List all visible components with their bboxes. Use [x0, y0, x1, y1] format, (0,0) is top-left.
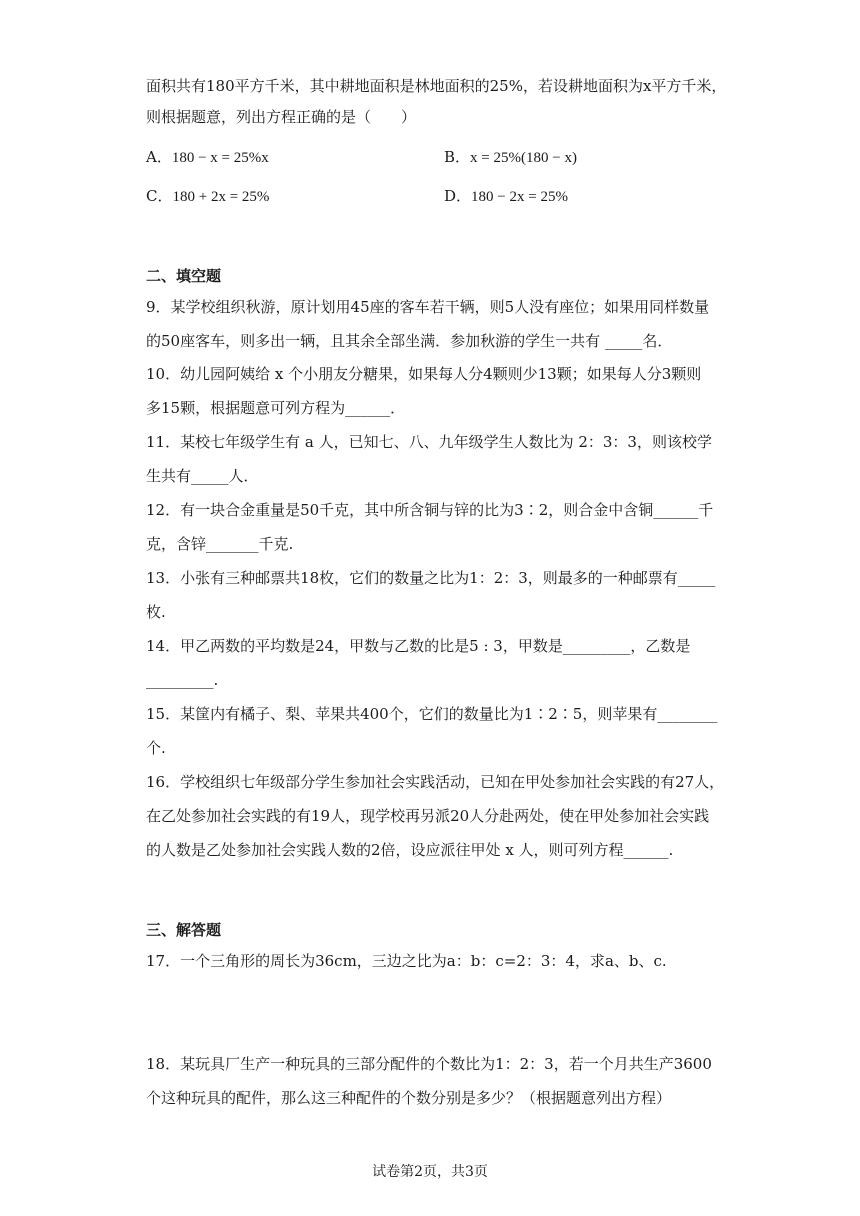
option-expr: 180 − 2x = 25%	[471, 189, 568, 205]
q12-line-1: 12．有一块合金重量是50千克，其中所含铜与锌的比为3∶2，则合金中含铜______千	[146, 501, 714, 519]
q10-line-1: 10．幼儿园阿姨给 x 个小朋友分糖果，如果每人分4颗则少13颗；如果每人分3颗则	[146, 365, 702, 383]
q18-line-2: 个这种玩具的配件，那么这三种配件的个数分别是多少？（根据题意列出方程）	[146, 1089, 672, 1107]
option-c	[146, 186, 269, 207]
option-expr: 180 + 2x = 25%	[172, 189, 270, 205]
option-a	[146, 147, 269, 168]
page-footer: 试卷第2页，共3页	[372, 1164, 488, 1180]
q8-line-1: 面积共有180平方千米，其中耕地面积是林地面积的25%，若设耕地面积为x平方千米，	[146, 77, 727, 95]
option-label: B．	[444, 148, 471, 166]
q12-line-2: 克，含锌_______千克.	[146, 535, 294, 553]
q13-line-1: 13．小张有三种邮票共18枚，它们的数量之比为1：2：3，则最多的一种邮票有_____	[146, 569, 716, 587]
q8-line-2: 则根据题意，列出方程正确的是（ ）	[146, 108, 417, 126]
section-heading-answer: 三、解答题	[146, 921, 222, 939]
q11-line-2: 生共有_____人．	[146, 467, 259, 485]
option-expr: x = 25%(180 − x)	[470, 150, 577, 166]
q16-line-2: 在乙处参加社会实践的有19人，现学校再另派20人分赴两处，使在甲处参加社会实践	[146, 807, 710, 825]
q16-line-3: 的人数是乙处参加社会实践人数的2倍，设应派往甲处 x 人，则可列方程______.	[146, 841, 674, 859]
q15-line-1: 15．某筐内有橘子、梨、苹果共400个，它们的数量比为1∶2∶5，则苹果有________	[146, 705, 718, 723]
q16-line-1: 16．学校组织七年级部分学生参加社会实践活动，已知在甲处参加社会实践的有27人，	[146, 773, 725, 791]
q9-line-2: 的50座客车，则多出一辆，且其余全部坐满．参加秋游的学生一共有 _____名．	[146, 332, 673, 350]
q11-line-1: 11．某校七年级学生有 a 人，已知七、八、九年级学生人数比为 2：3：3，则该校学	[146, 433, 712, 451]
q18-line-1: 18．某玩具厂生产一种玩具的三部分配件的个数比为1：2：3，若一个月共生产3600	[146, 1055, 712, 1073]
q14-line-2: _________.	[146, 671, 219, 689]
q13-line-2: 枚.	[146, 603, 166, 621]
option-label: A．	[146, 148, 172, 166]
option-label: D．	[444, 187, 472, 205]
q9-line-1: 9．某学校组织秋游，原计划用45座的客车若干辆，则5人没有座位；如果用同样数量	[146, 298, 710, 316]
q17: 17．一个三角形的周长为36cm，三边之比为a：b：c=2：3：4，求a、b、c.	[146, 952, 667, 970]
option-d	[444, 186, 568, 207]
q15-line-2: 个.	[146, 739, 166, 757]
option-b	[444, 147, 577, 168]
option-expr: 180 − x = 25%x	[171, 150, 269, 166]
option-label: C．	[146, 187, 173, 205]
q10-line-2: 多15颗，根据题意可列方程为______．	[146, 399, 406, 417]
q14-line-1: 14．甲乙两数的平均数是24，甲数与乙数的比是5 : 3，甲数是_________，乙数是	[146, 637, 691, 655]
section-heading-fill-blank: 二、填空题	[146, 267, 222, 285]
